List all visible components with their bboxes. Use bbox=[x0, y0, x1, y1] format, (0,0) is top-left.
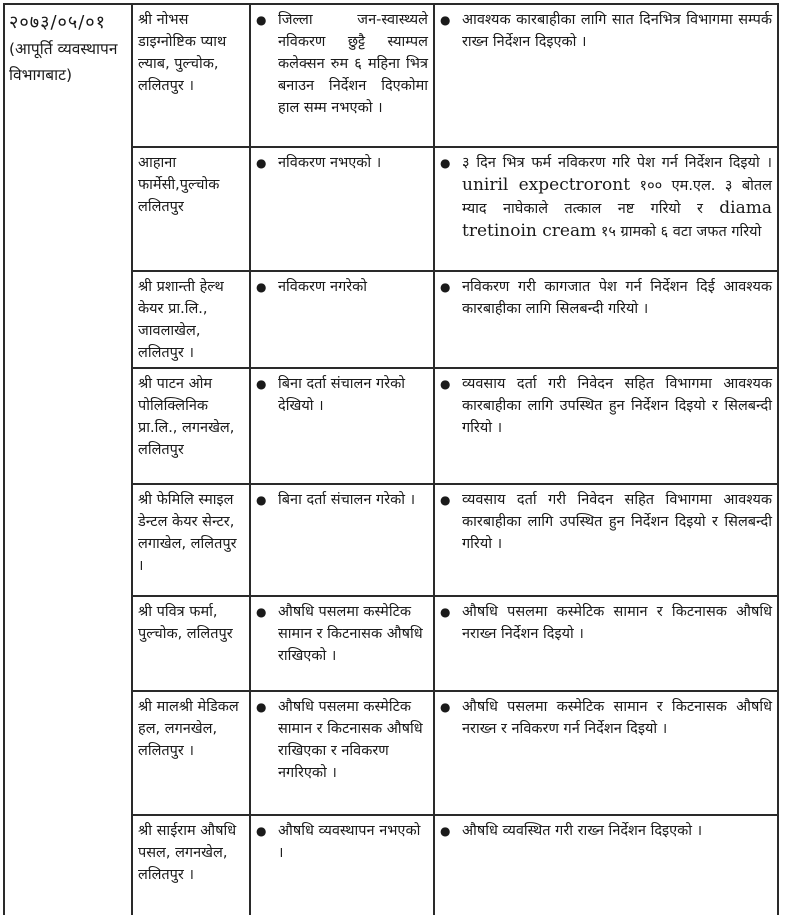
finding-text: बिना दर्ता संचालन गरेको । bbox=[278, 492, 416, 508]
bullet-icon: ● bbox=[256, 377, 267, 391]
entity-name: श्री फेमिलि स्माइल डेन्टल केयर सेन्टर, लगाखेल, ललितपुर । bbox=[138, 492, 237, 574]
action-text: औषधि व्यवस्थित गरी राख्न निर्देशन दिइएको । bbox=[462, 823, 703, 839]
entity-name: श्री नोभस डाइग्नोष्टिक प्याथ ल्याब, पुल्चोक, ललितपुर । bbox=[138, 12, 227, 94]
finding-cell bbox=[250, 815, 434, 915]
entity-cell bbox=[132, 147, 250, 271]
action-text: औषधि पसलमा कस्मेटिक सामान र किटनासक औषधि नराख्न निर्देशन दिइयो । bbox=[462, 604, 772, 642]
entity-name: श्री पवित्र फर्मा, पुल्चोक, ललितपुर bbox=[138, 604, 233, 642]
finding-text: बिना दर्ता संचालन गरेको देखियो । bbox=[278, 376, 406, 414]
finding-text: नविकरण नभएको । bbox=[278, 155, 382, 171]
action-cell bbox=[434, 691, 778, 815]
finding-cell bbox=[250, 4, 434, 147]
bullet-icon: ● bbox=[256, 280, 267, 294]
inspection-table bbox=[3, 3, 779, 915]
action-text: व्यवसाय दर्ता गरी निवेदन सहित विभागमा आवश्यक कारबाहीका लागि उपस्थित हुन निर्देशन दिइयो र सिलबन्दी गरियो । bbox=[462, 492, 772, 552]
bullet-icon: ● bbox=[256, 700, 267, 714]
bullet-icon: ● bbox=[256, 605, 267, 619]
product-name-2: diama tretinoin cream bbox=[462, 198, 772, 241]
finding-text: नविकरण नगरेको bbox=[278, 279, 368, 295]
bullet-icon: ● bbox=[440, 493, 451, 507]
bullet-icon: ● bbox=[440, 605, 451, 619]
bullet-icon: ● bbox=[440, 700, 451, 714]
finding-cell bbox=[250, 484, 434, 596]
action-cell bbox=[434, 815, 778, 915]
bullet-icon: ● bbox=[256, 156, 267, 170]
entity-name: आहाना फार्मेसी,पुल्चोक ललितपुर bbox=[138, 155, 220, 215]
entity-name: श्री पाटन ओम पोलिक्लिनिक प्रा.लि., लगनखेल, ललितपुर bbox=[138, 376, 235, 458]
finding-cell bbox=[250, 691, 434, 815]
action-text: औषधि पसलमा कस्मेटिक सामान र किटनासक औषधि नराख्न र नविकरण गर्न निर्देशन दिइयो । bbox=[462, 699, 772, 737]
bullet-icon: ● bbox=[256, 13, 267, 27]
entity-name: श्री साईराम औषधि पसल, लगनखेल, ललितपुर । bbox=[138, 823, 237, 883]
finding-cell bbox=[250, 368, 434, 484]
product-name-1: uniril expectroront bbox=[462, 175, 631, 195]
action-cell bbox=[434, 147, 778, 271]
finding-text: औषधि पसलमा कस्मेटिक सामान र किटनासक औषधि राखिएका र नविकरण नगरिएको । bbox=[278, 699, 423, 781]
bullet-icon: ● bbox=[440, 824, 451, 838]
finding-cell bbox=[250, 271, 434, 368]
action-text bbox=[462, 152, 772, 243]
entity-cell bbox=[132, 368, 250, 484]
action-text-part: १०० एम.एल. ३ बोतल म्याद नाघेकाले तत्काल नष्ट गरियो र bbox=[462, 178, 773, 217]
finding-cell bbox=[250, 147, 434, 271]
bullet-icon: ● bbox=[440, 13, 451, 27]
entity-cell bbox=[132, 4, 250, 147]
action-cell bbox=[434, 596, 778, 691]
action-text: नविकरण गरी कागजात पेश गर्न निर्देशन दिई आवश्यक कारबाहीका लागि सिलबन्दी गरियो । bbox=[462, 279, 772, 317]
date-source-cell bbox=[4, 4, 132, 915]
source-department-note: (आपूर्ति व्यवस्थापन विभागबाट) bbox=[9, 40, 118, 84]
action-text: व्यवसाय दर्ता गरी निवेदन सहित विभागमा आवश्यक कारबाहीका लागि उपस्थित हुन निर्देशन दिइयो र सिलबन्दी गरियो । bbox=[462, 376, 772, 436]
entity-name: श्री प्रशान्ती हेल्थ केयर प्रा.लि., जावलाखेल, ललितपुर । bbox=[138, 279, 224, 361]
entity-cell bbox=[132, 271, 250, 368]
entity-cell bbox=[132, 815, 250, 915]
action-text: आवश्यक कारबाहीका लागि सात दिनभित्र विभागमा सम्पर्क राख्न निर्देशन दिइएको । bbox=[462, 12, 772, 50]
entity-cell bbox=[132, 691, 250, 815]
bullet-icon: ● bbox=[256, 493, 267, 507]
bullet-icon: ● bbox=[256, 824, 267, 838]
finding-text: जिल्ला जन-स्वास्थ्यले नविकरण छुट्टै स्याम्पल कलेक्सन रुम ६ महिना भित्र बनाउन निर्देशन दिएकोमा हाल सम्म नभएको । bbox=[278, 12, 428, 116]
action-text-part: ३ दिन भित्र फर्म नविकरण गरि पेश गर्न निर्देशन दिइयो । bbox=[462, 155, 772, 171]
action-cell bbox=[434, 271, 778, 368]
table-row bbox=[4, 4, 778, 147]
finding-text: औषधि पसलमा कस्मेटिक सामान र किटनासक औषधि राखिएको । bbox=[278, 604, 423, 664]
inspection-date: २०७३/०५/०१ bbox=[9, 12, 107, 33]
bullet-icon: ● bbox=[440, 377, 451, 391]
entity-name: श्री मालश्री मेडिकल हल, लगनखेल, ललितपुर । bbox=[138, 699, 239, 759]
entity-cell bbox=[132, 596, 250, 691]
finding-text: औषधि व्यवस्थापन नभएको । bbox=[278, 823, 421, 861]
bullet-icon: ● bbox=[440, 280, 451, 294]
entity-cell bbox=[132, 484, 250, 596]
action-text-part: १५ ग्रामको ६ वटा जफत गरियो bbox=[600, 224, 762, 240]
action-cell bbox=[434, 484, 778, 596]
bullet-icon: ● bbox=[440, 156, 451, 170]
action-cell bbox=[434, 368, 778, 484]
action-cell bbox=[434, 4, 778, 147]
finding-cell bbox=[250, 596, 434, 691]
